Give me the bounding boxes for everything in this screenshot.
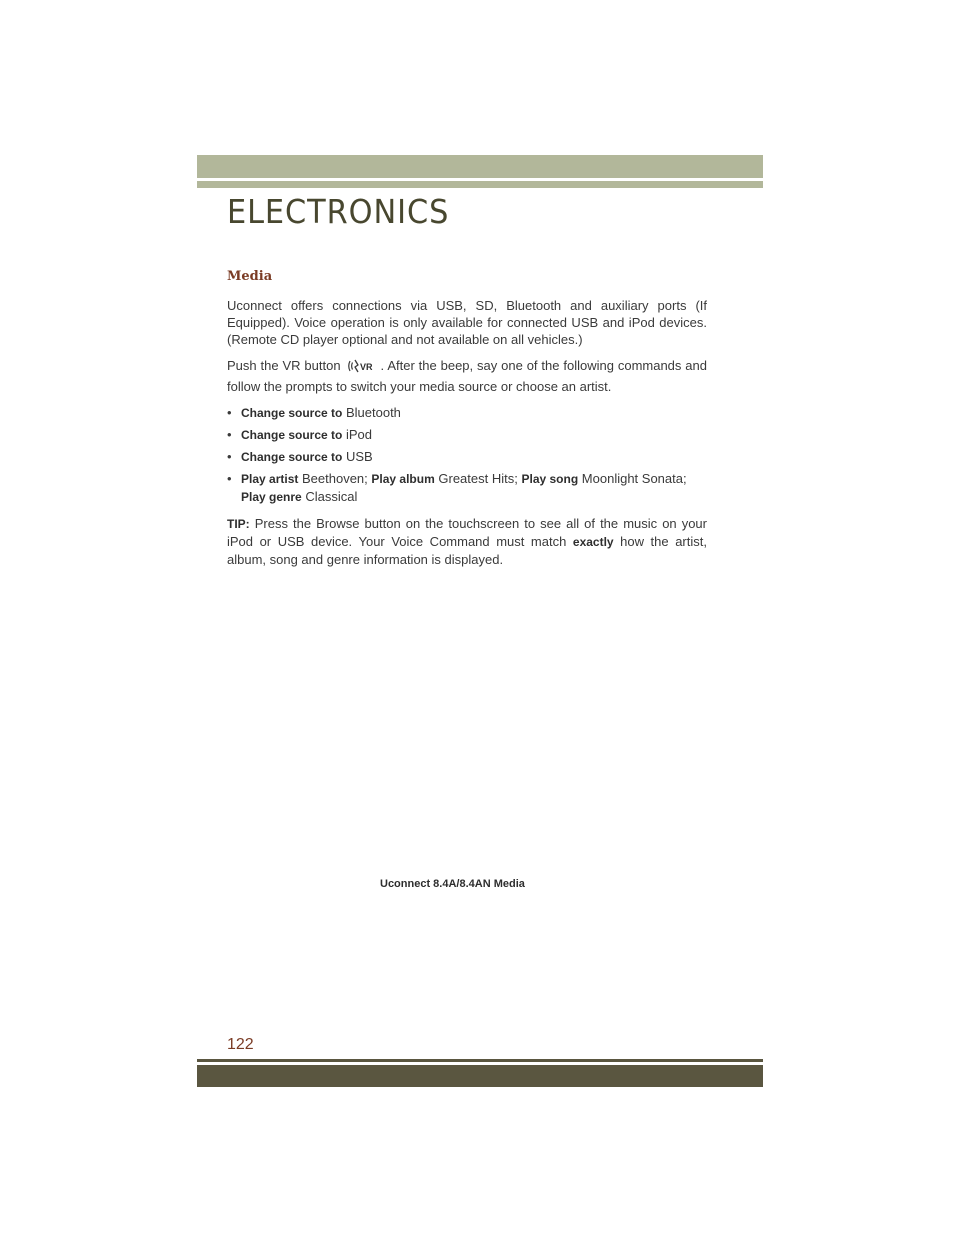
play-genre-text: Classical (305, 489, 358, 504)
bullet-icon: • (227, 449, 232, 464)
instruction-text-before: Push the VR button (227, 358, 341, 373)
bullet-icon: • (227, 471, 232, 486)
header-band (197, 155, 763, 178)
command-bold: Change source to (241, 428, 343, 442)
figure-caption: Uconnect 8.4A/8.4AN Media (380, 878, 525, 890)
page-number: 122 (227, 1036, 254, 1053)
list-item (227, 426, 707, 444)
bullet-icon: • (227, 405, 232, 420)
instruction-text-after: . After the beep, say one of the following commands and follow the prompts to switch your media source or choose an artist. (227, 358, 707, 394)
play-song-text: Moonlight Sonata; (581, 471, 687, 486)
command-text: USB (345, 449, 373, 464)
bullet-icon: • (227, 427, 232, 442)
footer-band (197, 1065, 763, 1087)
command-text: Bluetooth (345, 405, 401, 420)
tip-text-1: Press the Browse button on the touchscreen to see all of the music on your iPod or USB device. Your Voice Command must match (227, 516, 707, 549)
play-album-text: Greatest Hits; (438, 471, 518, 486)
command-text: iPod (345, 427, 373, 442)
command-bold: Change source to (241, 450, 343, 464)
intro-paragraph: Uconnect offers connections via USB, SD, Bluetooth and auxiliary ports (If Equipped). Voice operation is only available for connected USB and iPod devices. (Remote CD player optional and not available on all vehicles.) (227, 298, 707, 347)
play-song-bold: Play song (521, 472, 579, 486)
play-artist-text: Beethoven; (302, 471, 368, 486)
command-bold: Change source to (241, 406, 343, 420)
page-content (227, 268, 707, 577)
instruction-paragraph (227, 357, 707, 395)
play-genre-bold: Play genre (241, 490, 302, 504)
voice-recognition-vr-icon (347, 358, 377, 378)
page-section-title: ELECTRONICS (227, 192, 450, 231)
list-item (227, 404, 707, 422)
list-item (227, 448, 707, 466)
list-item (227, 470, 707, 506)
play-artist-bold: Play artist (241, 472, 299, 486)
svg-text:VR: VR (359, 362, 373, 372)
tip-emphasis: exactly (572, 535, 614, 549)
footer-rule (197, 1059, 763, 1062)
media-heading: Media (227, 269, 273, 284)
header-rule (197, 181, 763, 188)
tip-text-2: how the artist, album, song and genre information is displayed. (227, 534, 707, 567)
tip-paragraph (227, 515, 707, 568)
command-list (227, 404, 707, 506)
play-album-bold: Play album (371, 472, 435, 486)
tip-label: TIP: (227, 517, 250, 531)
